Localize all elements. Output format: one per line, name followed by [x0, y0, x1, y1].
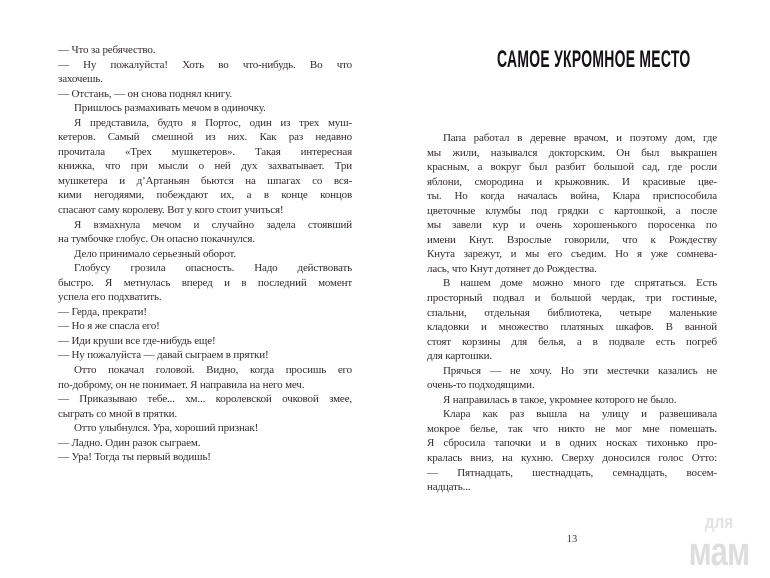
text-line: книжка, что при мысли о ней дух захватывает. Три — [58, 160, 352, 173]
text-line: для картошки. — [427, 350, 492, 363]
text-line: кетеров. Самый смешной из них. Как раз недавно — [58, 131, 352, 144]
text-line: быстро. Я метнулась вперед и в последний момент — [58, 276, 352, 289]
text-line: надцать... — [427, 481, 471, 494]
text-line: кими негодяями, побеждают их, а в конце концов — [58, 189, 352, 202]
text-line: имени Кнут. Взрослые говорили, что к Рождеству — [427, 233, 717, 246]
text-line: — Но я же спасла его! — [58, 320, 160, 333]
site-watermark — [680, 513, 758, 572]
text-line: просторный подвал и большой чердак, три гостиные, — [427, 292, 717, 305]
text-line: — Ура! Тогда ты первый водишь! — [58, 451, 211, 464]
left-page-text-column — [58, 43, 352, 465]
text-line: Дело принимало серьезный оборот. — [74, 247, 236, 260]
text-line: мушкетера и д’Артаньян бьются на шпагах со вся- — [58, 174, 352, 187]
text-line: — Приказываю тебе... хм... королевской очковой змее, — [58, 393, 352, 406]
text-line: спальни, отдельная библиотека, четыре маленькие — [427, 306, 717, 319]
text-line: Я взмахнула мечом и случайно задела стоявший — [74, 218, 352, 231]
text-line: Отто покачал головой. Видно, когда просишь его — [74, 364, 352, 377]
text-line: ты. Но когда началась война, Клара приспособила — [427, 190, 717, 203]
text-line: Прячься — не хочу. Но эти местечки казались не — [443, 364, 717, 377]
text-line: лась, что Кнут дотянет до Рождества. — [427, 262, 597, 275]
right-page-text-column — [427, 131, 717, 495]
text-line: мы завели кур и очень хорошенького поросенка по — [427, 219, 717, 232]
text-line: Я представила, будто я Портос, один из трех муш- — [74, 116, 352, 129]
text-line: — Иди круши все где-нибудь еще! — [58, 334, 216, 347]
text-line: спасают саму королеву. Вот у кого стоит учиться! — [58, 204, 284, 217]
text-line: — Герда, прекрати! — [58, 305, 147, 318]
text-line: на тумбочке глобус. Он опасно покачнулся. — [58, 233, 255, 246]
page-number: 13 — [566, 534, 578, 545]
text-line: Папа работал в деревне врачом, и поэтому дом, где — [443, 132, 717, 144]
text-line: мокрое белье, так что никто не мог мне помешать. — [427, 422, 717, 435]
text-line: Я сбросила тапочки и в одних носках тихонько про- — [427, 437, 717, 450]
text-line: Пришлось размахивать мечом в одиночку. — [74, 102, 266, 115]
text-line: яблони, смородина и крыжовник. И красивые цве- — [427, 175, 717, 188]
text-line: — Пятнадцать, шестнадцать, семнадцать, восем- — [427, 466, 717, 479]
text-line: по-доброму, он не понимает. Я направила на него меч. — [58, 378, 305, 391]
text-line: стоят корзины для белья, а в подвале есть погреб — [427, 335, 717, 348]
text-line: В нашем доме можно много где спрятаться. Есть — [443, 277, 717, 290]
text-line: красным, а вокруг был разбит большой сад, где росли — [427, 161, 717, 174]
text-line: — Отстань, — он снова поднял книгу. — [58, 87, 232, 100]
text-line: прочитала «Трех мушкетеров». Такая интересная — [58, 145, 352, 158]
watermark-bottom-text: мам — [688, 530, 750, 574]
text-line: захочешь. — [58, 73, 103, 86]
watermark-top-text: для — [704, 512, 734, 532]
text-line: мы жили, назывался докторским. Он был выкрашен — [427, 146, 717, 159]
text-line: цветочные клумбы под грядки с картошкой, а после — [427, 204, 717, 217]
chapter-title-text: САМОЕ УКРОМНОЕ МЕСТО — [497, 46, 691, 73]
text-line: — Ну пожалуйста — давай сыграем в прятки! — [58, 349, 269, 362]
text-line: Кнута зарежут, и мы его съедим. Но я уже сомнева- — [427, 248, 717, 261]
text-line: Я направилась в такое, укромнее которого не было. — [443, 393, 677, 406]
text-line: Отто улыбнулся. Ура, хороший признак! — [74, 422, 259, 435]
text-line: Клара как раз вышла на улицу и развешивала — [443, 408, 717, 421]
chapter-title — [427, 47, 717, 76]
text-line: успела его подхватить. — [58, 291, 162, 304]
text-line: кладовки и множество платяных шкафов. В ванной — [427, 321, 717, 334]
text-line: — Что за ребячество. — [58, 44, 156, 56]
text-line: Глобусу грозила опасность. Надо действовать — [74, 262, 352, 275]
text-line: — Ладно. Один разок сыграем. — [58, 436, 201, 449]
text-line: — Ну пожалуйста! Хоть во что-нибудь. Во что — [58, 58, 352, 71]
text-line: сыграть со мной в прятки. — [58, 407, 178, 420]
text-line: очень-то подходящими. — [427, 379, 535, 392]
text-line: кралась вниз, на кухню. Сверху доносился голос Отто: — [427, 452, 717, 465]
